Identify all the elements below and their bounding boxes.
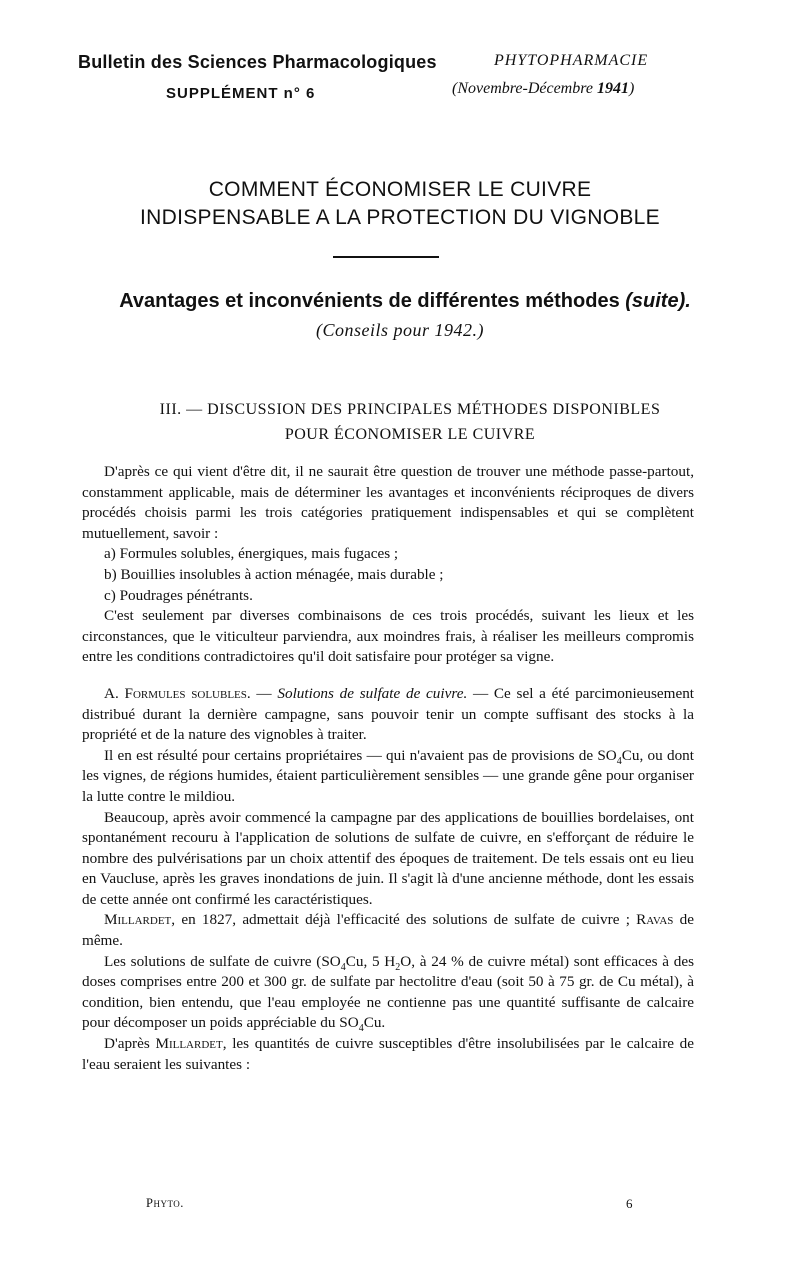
title-line-2: INDISPENSABLE A LA PROTECTION DU VIGNOBLE <box>140 206 660 229</box>
page-number: 6 <box>626 1196 633 1211</box>
paragraph-doses: Les solutions de sulfate de cuivre ($SO_4Cu$, 5 $H_2O$, à 24 % de cuivre métal) sont efficaces à des doses comprises entre 200 et 300 gr. de sulfate par hectolitre d'eau (soit 50 à 75 gr. de Cu métal), à condition, bien entendu, que l'eau employée ne contienne pas une quantité suffisante de calcaire pour décomposer un poids appréciable du $SO_4Cu$. <box>82 952 694 1035</box>
section-name: PHYTOPHARMACIE <box>494 52 649 69</box>
subtitle-note: (Conseils pour 1942.) <box>316 320 484 340</box>
paragraph-section-a: A. Formules solubles. — Solutions de sulfate de cuivre. — Ce sel a été parcimonieusement distribué durant la dernière campagne, sans pouvoir tenir un compte suffisant des stocks à la propriété et de la nature des vignobles à traiter. <box>82 684 695 744</box>
section-heading: III. — DISCUSSION DES PRINCIPALES MÉTHODES DISPONIBLES POUR ÉCONOMISER LE CUIVRE <box>159 401 661 443</box>
article-body <box>82 462 694 1075</box>
paragraph-combinations: C'est seulement par diverses combinaisons de ces trois procédés, suivant les lieux et les circonstances, que le viticulteur parviendra, aux moindres frais, à réaliser les meilleurs compromis entre les conditions contradictoires qu'il doit satisfaire pour protéger sa vigne. <box>82 607 694 666</box>
issue-date: (Novembre-Décembre 1941) <box>452 80 635 97</box>
list-item-c: c) Poudrages pénétrants. <box>104 586 253 604</box>
paragraph-history: Millardet, en 1827, admettait déjà l'efficacité des solutions de sulfate de cuivre ; Ravas de même. <box>82 911 695 950</box>
title-line-1: COMMENT ÉCONOMISER LE CUIVRE <box>208 178 592 201</box>
paragraph-intro: D'après ce qui vient d'être dit, il ne saurait être question de trouver une méthode passe-partout, constamment applicable, mais de déterminer les avantages et inconvénients réciproques de divers procédés choisis parmi les trois catégories pratiquement indispensables et qui se complètent mutuellement, savoir : <box>82 463 694 542</box>
paragraph-consequences: Il en est résulté pour certains propriétaires — qui n'avaient pas de provisions de $SO_4Cu$, ou dont les vignes, de régions humides, étaient particulièrement sensibles — une grande gêne pour organiser la lutte contre le mildiou. <box>82 746 694 805</box>
journal-header <box>78 52 438 102</box>
list-item-a: a) Formules solubles, énergiques, mais fugaces ; <box>104 545 399 563</box>
article-title <box>60 176 740 232</box>
paragraph-practice: Beaucoup, après avoir commencé la campagne par des applications de bouillies bordelaises, ont spontanément recouru à l'application de solutions de sulfate de cuivre, en s'efforçant de réduire le nombre des pulvérisations par un choix attentif des époques de traitement. De tels essais ont eu lieu en Vaucluse, après les graves inondations de juin. Il s'agit là d'une ancienne méthode, dont les essais de cette année ont confirmé les caractéristiques. <box>82 808 694 908</box>
title-divider <box>333 256 439 258</box>
paragraph-millardet: D'après Millardet, les quantités de cuivre susceptibles d'être insolubilisées par le calcaire de l'eau seraient les suivantes : <box>82 1035 695 1073</box>
supplement-number: SUPPLÉMENT n° 6 <box>166 85 316 102</box>
footer-label: Phyto. <box>146 1196 184 1210</box>
section-header <box>452 52 712 98</box>
article-subtitle: Avantages et inconvénients de différentes méthodes (suite). <box>119 290 691 312</box>
list-item-b: b) Bouillies insolubles à action ménagée, mais durable ; <box>104 565 444 583</box>
journal-name: Bulletin des Sciences Pharmacologiques <box>78 52 437 72</box>
